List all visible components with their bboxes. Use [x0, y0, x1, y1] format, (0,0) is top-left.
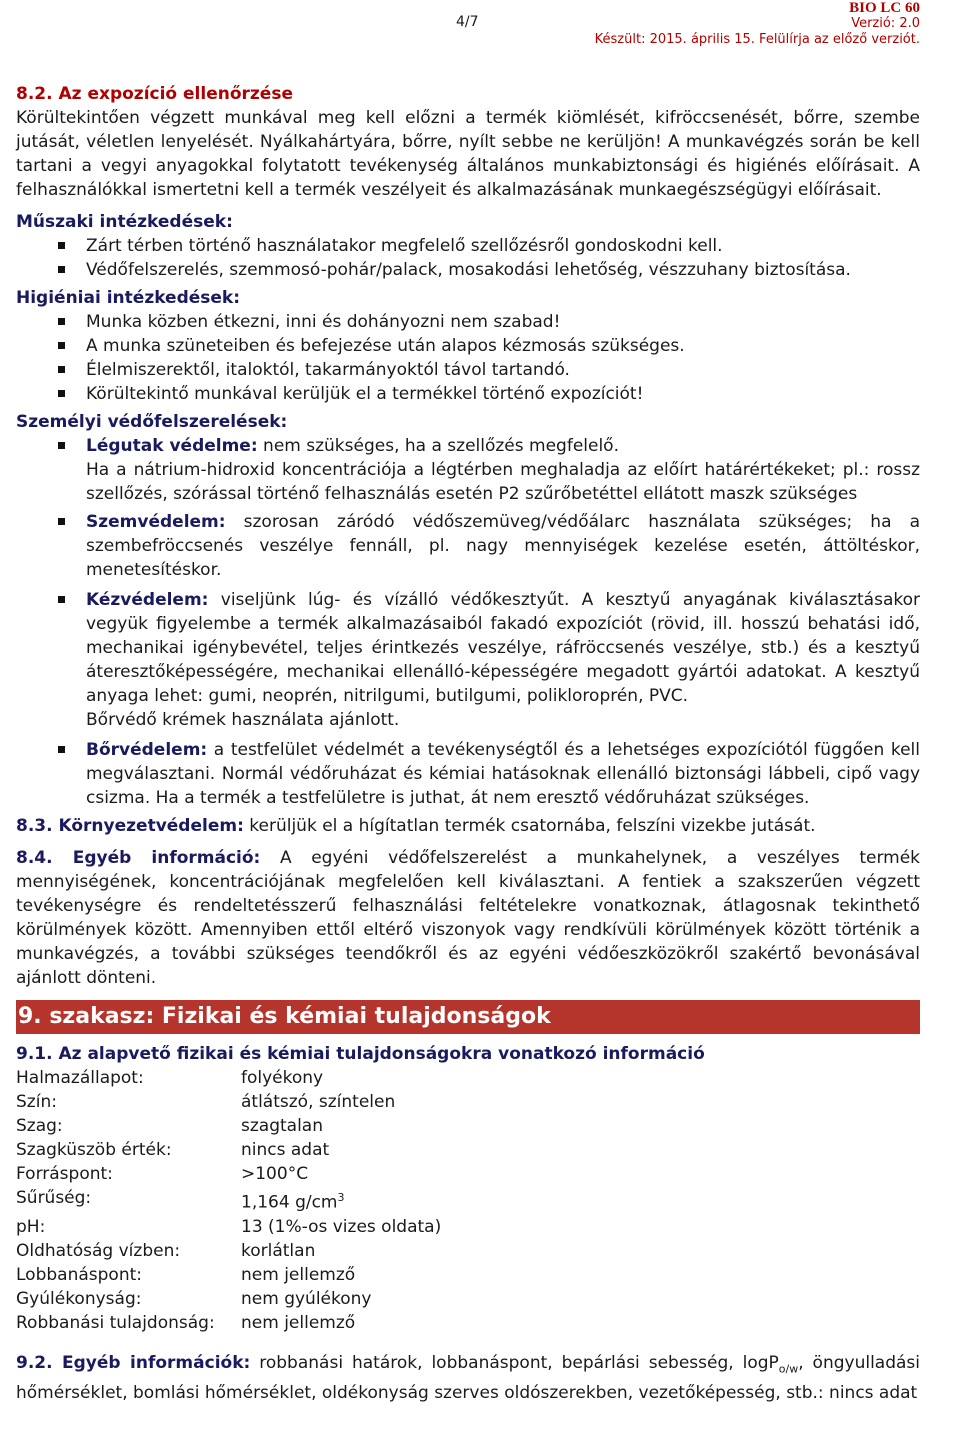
property-label: Lobbanáspont: — [16, 1264, 142, 1285]
page-number: 4/7 — [456, 14, 479, 30]
property-value: nem jellemző — [241, 1264, 356, 1285]
ppe-title: Személyi védőfelszerelések: — [16, 412, 288, 432]
document-body — [16, 82, 920, 1405]
list-item: Körültekintő munkával kerüljük el a termékkel történő expozíciót! — [16, 382, 920, 406]
property-label: Sűrűség: — [16, 1188, 92, 1208]
technical-measures-list — [16, 234, 920, 282]
section-8-2-intro: Körültekintően végzett munkával meg kell előzni a termék kiömlését, kifröccsenését, bőrre, szembe jutását, véletlen lenyelését. Nyálkahártyára, bőrre, nyílt sebbe ne kerüljön! A munkavégzés során be kell tartani a vegyi anyagokkal folytatott tevékenység általános munkabiztonsági és higiénés előírásait. A felhasználókkal ismertetni kell a termék veszélyeit és alkalmazásának munkaegészségügyi előírásait. — [16, 108, 920, 200]
property-label: Halmazállapot: — [16, 1068, 144, 1088]
property-label: Szag: — [16, 1116, 63, 1136]
property-label: Oldhatóság vízben: — [16, 1240, 181, 1261]
property-value: korlátlan — [241, 1240, 316, 1261]
created-label: Készült: 2015. április 15. Felülírja az előző verziót. — [594, 32, 920, 47]
eye-protection: Szemvédelem: szorosan záródó védőszemüveg/védőálarc használata szükséges; ha a szembefröccsenés veszélye fennáll, pl. nagy mennyiségek kezelése esetén, áttöltéskor, menetesítéskor. — [16, 510, 920, 582]
property-value: átlátszó, színtelen — [241, 1092, 396, 1112]
list-item: Védőfelszerelés, szemmosó-pohár/palack, mosakodási lehetőség, vészzuhany biztosítása. — [16, 258, 920, 282]
property-label: pH: — [16, 1216, 46, 1237]
technical-measures-title: Műszaki intézkedések: — [16, 212, 233, 232]
section-9-2: 9.2. Egyéb információk: robbanási határok, lobbanáspont, bepárlási sebesség, logP$_{o/w}$, öngyulladási hőmérséklet, bomlási hőmérséklet, oldékonyság szerves oldószerekben, vezetőképesség, stb.: nincs adat — [16, 1352, 921, 1404]
property-label: Forráspont: — [16, 1164, 113, 1184]
list-item: Munka közben étkezni, inni és dohányozni nem szabad! — [16, 310, 920, 334]
property-value: nincs adat — [241, 1140, 330, 1160]
skin-protection: Bőrvédelem: a testfelület védelmét a tevékenységtől és a lehetséges expozíciótól függően kell megválasztani. Normál védőruházat és kémiai hatásoknak ellenálló biztonsági lábbeli, cipő vagy csizma. Ha a termék a testfelületre is juthat, át nem eresztő védőruházat szükséges. — [16, 738, 920, 810]
list-item: Zárt térben történő használatakor megfelelő szellőzésről gondoskodni kell. — [16, 234, 920, 258]
hygiene-measures-list — [16, 310, 920, 406]
properties-table — [16, 1066, 920, 1335]
section-8-2-title: 8.2. Az expozíció ellenőrzése — [16, 84, 293, 104]
list-item: A munka szüneteiben és befejezése után alapos kézmosás szükséges. — [16, 334, 920, 358]
section-8-4: 8.4. Egyéb információ: A egyéni védőfelszerelést a munkahelynek, a veszélyes termék mennyiségének, koncentrációjának megfelelően kell kiválasztani. A fentiek a szakszerűen végzett tevékenységre és rendeltetésszerű felhasználási feltételekre vonatkoznak, átlagosnak tekinthető körülmények között. Amennyiben ettől eltérő viszonyok vagy rendkívüli körülmények között történik a munkavégzés, a további szükséges teendőkről és az egyéni védőeszközökről szakértő bevonásával ajánlott dönteni. — [16, 848, 921, 988]
property-value: 13 (1%-os vizes oldata) — [241, 1216, 442, 1237]
property-value: >100°C — [241, 1164, 309, 1184]
list-item: Élelmiszerektől, italoktól, takarmányoktól távol tartandó. — [16, 358, 920, 382]
page-header — [0, 0, 960, 56]
property-label: Robbanási tulajdonság: — [16, 1312, 215, 1333]
hygiene-measures-title: Higiéniai intézkedések: — [16, 288, 241, 308]
hand-protection: Kézvédelem: viseljünk lúg- és vízálló védőkesztyűt. A kesztyű anyagának kiválasztásakor vegyük figyelembe a termék alkalmazásaiból fakadó expozíciót (rövid, ill. hosszú behatási idő, mechanikai igénybevétel, teljes érintkezés veszélye, ráfröccsenés veszélye, stb.) és a kesztyű áteresztőképességére, mechanikai ellenálló-képességére megadott gyártói adatokat. A kesztyű anyaga lehet: gumi, neoprén, nitrilgumi, butilgumi, polikloroprén, PVC. Bőrvédő krémek használata ajánlott. — [16, 588, 920, 732]
property-label: Szagküszöb érték: — [16, 1140, 172, 1160]
property-value: szagtalan — [241, 1116, 323, 1136]
product-name: BIO LC 60 — [849, 0, 920, 16]
property-value: nem gyúlékony — [241, 1288, 372, 1309]
property-label: Szín: — [16, 1092, 57, 1112]
section-9-1-title: 9.1. Az alapvető fizikai és kémiai tulajdonságokra vonatkozó információ — [16, 1044, 705, 1064]
property-label: Gyúlékonyság: — [16, 1288, 142, 1309]
property-value: folyékony — [241, 1068, 324, 1088]
header-info — [595, 0, 920, 48]
respiratory-protection: Légutak védelme: nem szükséges, ha a szellőzés megfelelő. Ha a nátrium-hidroxid koncentrációja a légtérben meghaladja az előírt határértékeket; pl.: rossz szellőzés, szórással történő felhasználás esetén P2 szűrőbetéttel ellátott maszk szükséges — [16, 434, 920, 506]
ppe-list — [16, 434, 920, 810]
property-value: nem jellemző — [241, 1312, 356, 1333]
property-value: 1,164 $g/cm^3$ — [241, 1191, 345, 1213]
section-9-bar: 9. szakasz: Fizikai és kémiai tulajdonságok — [16, 1000, 920, 1034]
version-label: Verzió: 2.0 — [851, 16, 920, 31]
section-8-3: 8.3. Környezetvédelem: kerüljük el a hígítatlan termék csatornába, felszíni vizekbe jutását. — [16, 816, 816, 836]
